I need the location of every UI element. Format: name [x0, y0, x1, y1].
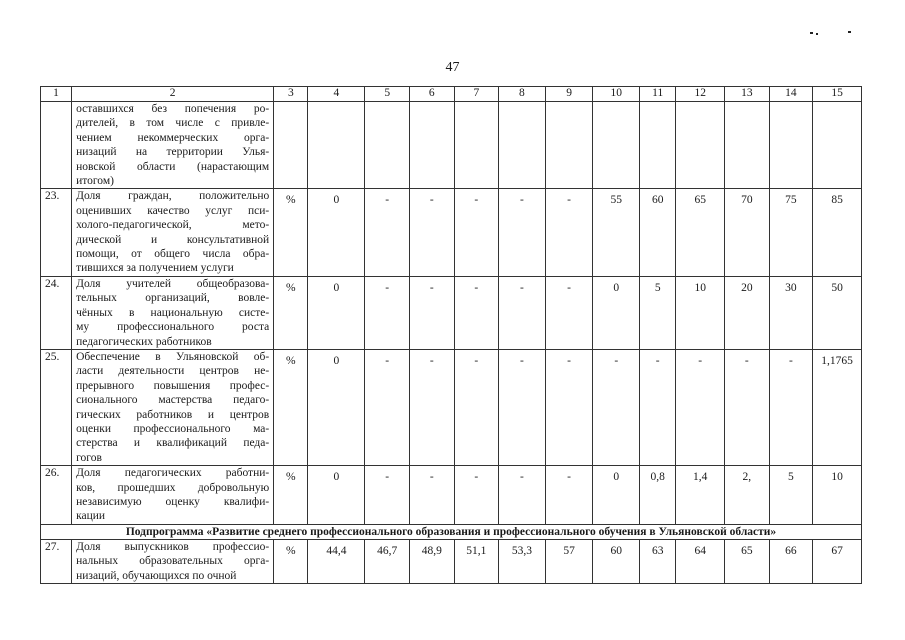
value-cell: -	[454, 466, 499, 525]
value-cell: -	[365, 189, 410, 276]
header-cell: 8	[499, 87, 546, 102]
row-number: 23.	[41, 189, 72, 276]
row-description	[72, 102, 274, 189]
value-cell	[308, 102, 365, 189]
description-line: тившихся за получением услуги	[76, 262, 234, 275]
row-number	[41, 102, 72, 189]
row-unit: %	[274, 466, 308, 525]
header-cell: 6	[409, 87, 454, 102]
value-cell: 2,	[725, 466, 770, 525]
value-cell: -	[640, 349, 676, 465]
row-description	[72, 349, 274, 465]
value-cell: -	[593, 349, 640, 465]
value-cell: -	[409, 276, 454, 349]
value-cell: 0	[308, 349, 365, 465]
table-row	[41, 189, 862, 276]
value-cell: -	[454, 276, 499, 349]
description-line: дителей, в том числе с привле-	[76, 117, 270, 130]
row-description	[72, 189, 274, 276]
description-line: дической и консультативной	[76, 233, 270, 246]
header-row	[41, 87, 862, 102]
value-cell	[676, 102, 725, 189]
description-line: чением некоммерческих орга-	[76, 131, 270, 144]
description-line: кации	[76, 510, 106, 523]
value-cell: 0	[308, 466, 365, 525]
value-cell: -	[454, 189, 499, 276]
description-line: сионального мастерства педаго-	[76, 394, 270, 407]
value-cell: 0,8	[640, 466, 676, 525]
row-description	[72, 276, 274, 349]
value-cell	[409, 102, 454, 189]
value-cell: -	[769, 349, 813, 465]
table-row	[41, 466, 862, 525]
description-line: гических работников и центров	[76, 408, 270, 421]
value-cell: 10	[813, 466, 862, 525]
value-cell: -	[499, 189, 546, 276]
table-row	[41, 349, 862, 465]
row-unit: %	[274, 539, 308, 583]
value-cell: 55	[593, 189, 640, 276]
value-cell: -	[499, 276, 546, 349]
table-row	[41, 539, 862, 583]
description-line: низаций, обучающихся по очной	[76, 569, 237, 582]
description-line: холого-педагогической, мето-	[76, 219, 270, 232]
description-line: стерства и квалификаций педа-	[76, 437, 270, 450]
subprogram-title: Подпрограмма «Развитие среднего профессионального образования и профессионального обучения в Ульяновской области»	[41, 524, 862, 539]
value-cell	[593, 102, 640, 189]
value-cell: 1,1765	[813, 349, 862, 465]
value-cell: 60	[640, 189, 676, 276]
header-cell: 15	[813, 87, 862, 102]
description-line: ласти деятельности центров не-	[76, 365, 270, 378]
description-line: прерывного повышения профес-	[76, 379, 270, 392]
header-cell: 13	[725, 87, 770, 102]
header-cell: 5	[365, 87, 410, 102]
row-unit	[274, 102, 308, 189]
table-row	[41, 276, 862, 349]
header-cell: 3	[274, 87, 308, 102]
value-cell: -	[545, 466, 593, 525]
description-line: помощи, от общего числа обра-	[76, 248, 270, 261]
value-cell: 10	[676, 276, 725, 349]
header-cell: 14	[769, 87, 813, 102]
value-cell	[813, 102, 862, 189]
row-unit: %	[274, 189, 308, 276]
value-cell: 30	[769, 276, 813, 349]
value-cell: -	[499, 349, 546, 465]
value-cell: 1,4	[676, 466, 725, 525]
value-cell: -	[365, 349, 410, 465]
row-unit: %	[274, 276, 308, 349]
description-line: ков, прошедших добровольную	[76, 481, 270, 494]
header-cell: 12	[676, 87, 725, 102]
value-cell: -	[409, 466, 454, 525]
value-cell: 64	[676, 539, 725, 583]
description-line: новской области (нарастающим	[76, 160, 270, 173]
value-cell: 70	[725, 189, 770, 276]
value-cell	[365, 102, 410, 189]
value-cell	[769, 102, 813, 189]
description-line: оставшихся без попечения ро-	[76, 103, 270, 115]
row-description	[72, 539, 274, 583]
header-cell: 7	[454, 87, 499, 102]
value-cell: 67	[813, 539, 862, 583]
value-cell: 44,4	[308, 539, 365, 583]
value-cell: 50	[813, 276, 862, 349]
scan-speck	[816, 33, 818, 35]
subprogram-row	[41, 524, 862, 539]
value-cell	[545, 102, 593, 189]
value-cell: 46,7	[365, 539, 410, 583]
description-line: педагогических работников	[76, 335, 212, 348]
scan-speck	[848, 31, 851, 33]
value-cell: 66	[769, 539, 813, 583]
header-cell: 9	[545, 87, 593, 102]
description-line: оценивших качество услуг пси-	[76, 204, 270, 217]
value-cell: -	[499, 466, 546, 525]
value-cell: -	[365, 466, 410, 525]
scan-speck	[810, 32, 813, 34]
value-cell: -	[545, 189, 593, 276]
header-cell: 1	[41, 87, 72, 102]
value-cell: 53,3	[499, 539, 546, 583]
row-unit: %	[274, 349, 308, 465]
description-line: гогов	[76, 451, 102, 464]
value-cell: -	[454, 349, 499, 465]
value-cell	[725, 102, 770, 189]
description-line: низаций на территории Улья-	[76, 146, 270, 159]
value-cell: 63	[640, 539, 676, 583]
value-cell: 60	[593, 539, 640, 583]
description-line: Доля учителей общеобразова-	[76, 277, 270, 290]
value-cell: -	[409, 189, 454, 276]
value-cell: -	[676, 349, 725, 465]
row-number: 24.	[41, 276, 72, 349]
header-cell: 11	[640, 87, 676, 102]
value-cell: 57	[545, 539, 593, 583]
description-line: му профессионального роста	[76, 321, 270, 334]
value-cell: 0	[593, 466, 640, 525]
row-number: 27.	[41, 539, 72, 583]
value-cell: -	[545, 276, 593, 349]
header-cell: 2	[72, 87, 274, 102]
value-cell: 65	[725, 539, 770, 583]
table-row	[41, 102, 862, 189]
description-line: Доля граждан, положительно	[76, 190, 270, 203]
indicator-table	[40, 86, 862, 584]
value-cell	[640, 102, 676, 189]
description-line: нальных образовательных орга-	[76, 555, 270, 568]
description-line: Доля выпускников профессио-	[76, 540, 270, 553]
description-line: независимую оценку квалифи-	[76, 495, 270, 508]
value-cell: 5	[640, 276, 676, 349]
value-cell: 5	[769, 466, 813, 525]
value-cell: -	[545, 349, 593, 465]
value-cell: 48,9	[409, 539, 454, 583]
description-line: оценки профессионального ма-	[76, 422, 270, 435]
value-cell: 0	[593, 276, 640, 349]
value-cell	[454, 102, 499, 189]
description-line: Доля педагогических работни-	[76, 467, 270, 480]
value-cell: 51,1	[454, 539, 499, 583]
value-cell: 0	[308, 276, 365, 349]
value-cell: -	[365, 276, 410, 349]
row-number: 26.	[41, 466, 72, 525]
value-cell: 85	[813, 189, 862, 276]
description-line: тельных организаций, вовле-	[76, 292, 270, 305]
page-number: 47	[445, 60, 460, 75]
value-cell: 75	[769, 189, 813, 276]
row-number: 25.	[41, 349, 72, 465]
description-line: чённых в национальную систе-	[76, 306, 270, 319]
value-cell: 65	[676, 189, 725, 276]
description-line: Обеспечение в Ульяновской об-	[76, 350, 270, 363]
value-cell: 20	[725, 276, 770, 349]
value-cell	[499, 102, 546, 189]
header-cell: 10	[593, 87, 640, 102]
header-cell: 4	[308, 87, 365, 102]
value-cell: 0	[308, 189, 365, 276]
value-cell: -	[409, 349, 454, 465]
row-description	[72, 466, 274, 525]
description-line: итогом)	[76, 175, 114, 188]
value-cell: -	[725, 349, 770, 465]
